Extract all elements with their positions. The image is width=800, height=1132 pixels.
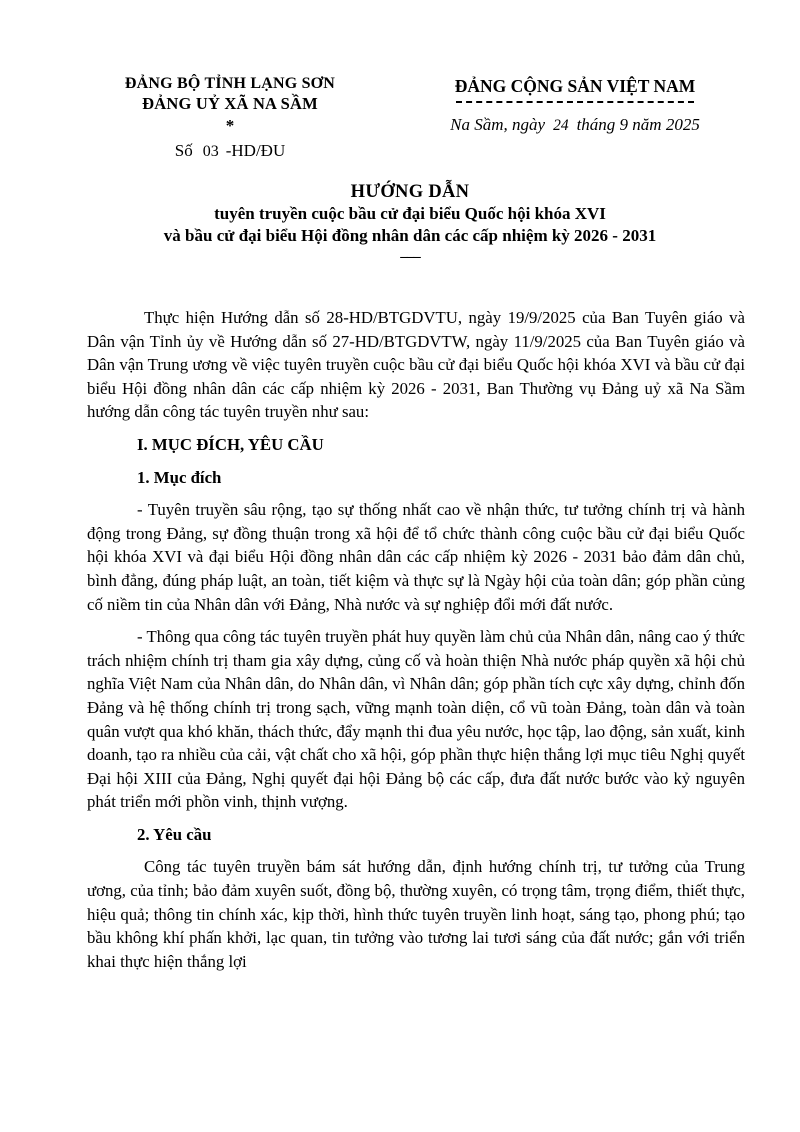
- document-number-prefix: Số: [174, 140, 193, 160]
- header-issuing-org: [70, 74, 390, 162]
- paragraph-requirements: Công tác tuyên truyền bám sát hướng dẫn, định hướng chính trị, tư tưởng của Trung ương, của tỉnh; bảo đảm xuyên suốt, đồng bộ, thường xuyên, có trọng tâm, trọng điểm, thiết thực, hiệu quả; thông tin chính xác, kịp thời, hình thức tuyên truyền linh hoạt, sáng tạo, phong phú; tạo bầu không khí phấn khởi, lạc quan, tin tưởng vào tương lai tươi sáng của đất nước; gắn với triển khai thực hiện thắng lợi: [87, 857, 745, 971]
- org-name: ĐẢNG UỶ XÃ NA SẦM: [142, 94, 318, 113]
- sub-heading-1-2: 2. Yêu cầu: [137, 824, 212, 844]
- paragraph-purpose-2: - Thông qua công tác tuyên truyền phát huy quyền làm chủ của Nhân dân, nâng cao ý thức trách nhiệm chính trị tham gia xây dựng, củng cố và hoàn thiện Nhà nước pháp quyền xã hội chủ nghĩa Việt Nam của Nhân dân, do Nhân dân, vì Nhân dân; góp phần tích cực xây dựng, chỉnh đốn Đảng và hệ thống chính trị trong sạch, vững mạnh toàn diện, cổ vũ toàn Đảng, toàn dân và toàn quân vượt qua khó khăn, thách thức, đẩy mạnh thi đua yêu nước, học tập, lao động, sản xuất, kinh doanh, tạo ra nhiều của cải, vật chất cho xã hội, góp phần thực hiện thắng lợi mục tiêu Nghị quyết Đại hội XIII của Đảng, Nghị quyết đại hội Đảng bộ các cấp, đưa đất nước bước vào kỷ nguyên phát triển mới phồn vinh, thịnh vượng.: [87, 627, 745, 812]
- document-number-value: 03: [202, 142, 219, 160]
- document-number-suffix: -HD/ĐU: [225, 140, 286, 160]
- org-star-separator: *: [225, 115, 235, 135]
- document-title: [80, 182, 740, 265]
- place-date-line: [425, 115, 725, 135]
- date-suffix: tháng 9 năm 2025: [576, 115, 700, 134]
- title-divider: –––: [400, 249, 420, 266]
- dashed-rule: [456, 101, 694, 103]
- sub-heading-1-1: 1. Mục đích: [137, 467, 222, 487]
- document-number: [70, 140, 390, 162]
- title-doc-type: HƯỚNG DẪN: [350, 182, 470, 202]
- date-prefix: Na Sầm, ngày: [450, 115, 546, 134]
- title-subject-line2: và bầu cử đại biểu Hội đồng nhân dân các cấp nhiệm kỳ 2026 - 2031: [163, 226, 657, 246]
- org-parent-name: ĐẢNG BỘ TỈNH LẠNG SƠN: [124, 75, 336, 92]
- header-national-motto: [425, 76, 725, 135]
- section-heading-1: I. MỤC ĐÍCH, YÊU CẦU: [137, 434, 324, 454]
- date-day-value: 24: [553, 117, 569, 134]
- paragraph-preamble: Thực hiện Hướng dẫn số 28-HD/BTGDVTU, ngày 19/9/2025 của Ban Tuyên giáo và Dân vận Tỉnh ủy về Hướng dẫn số 27-HD/BTGDVTW, ngày 11/9/2025 của Ban Tuyên giáo và Dân vận Trung ương về việc tuyên truyền cuộc bầu cử đại biểu Quốc hội khóa XVI và bầu cử đại biểu Hội đồng nhân dân các cấp nhiệm kỳ 2026 - 2031, Ban Thường vụ Đảng uỷ xã Na Sầm hướng dẫn công tác tuyên truyền như sau:: [87, 308, 745, 422]
- paragraph-purpose-1: - Tuyên truyền sâu rộng, tạo sự thống nhất cao về nhận thức, tư tưởng chính trị và hành động trong Đảng, sự đồng thuận trong xã hội để tổ chức thành công cuộc bầu cử đại biểu Quốc hội khóa XVI và đại biểu Hội đồng nhân dân các cấp nhiệm kỳ 2026 - 2031 bảo đảm dân chủ, bình đẳng, đúng pháp luật, an toàn, tiết kiệm và thực sự là Ngày hội của toàn dân; góp phần củng cố niềm tin của Nhân dân với Đảng, Nhà nước và sự nghiệp đổi mới đất nước.: [87, 500, 745, 614]
- title-subject-line1: tuyên truyền cuộc bầu cử đại biểu Quốc hội khóa XVI: [214, 204, 606, 223]
- party-name: ĐẢNG CỘNG SẢN VIỆT NAM: [454, 76, 696, 96]
- document-body: [87, 306, 745, 982]
